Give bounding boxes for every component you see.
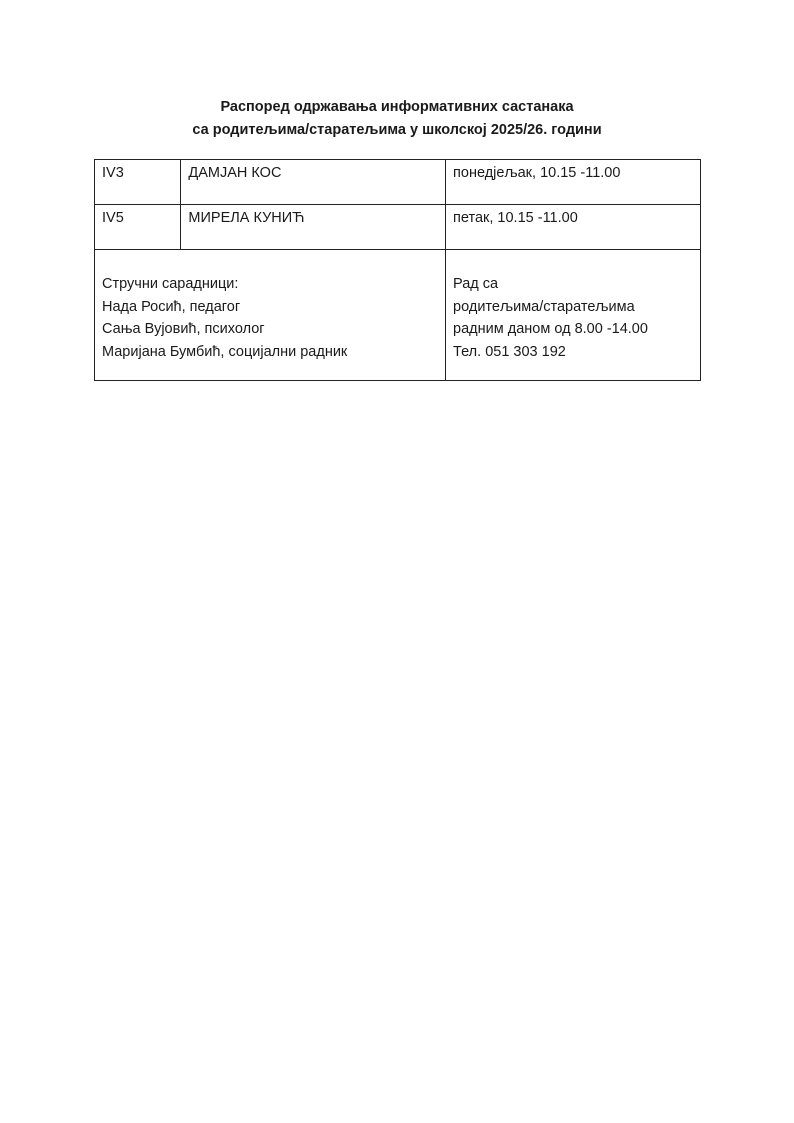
schedule-table xyxy=(94,159,701,381)
title-line-2: са родитељима/старатељима у школској 2025/26. години xyxy=(192,122,602,138)
teacher-cell: ДАМЈАН КОС xyxy=(181,160,446,205)
table-row xyxy=(95,205,701,250)
staff-member: Сања Вујовић, психолог xyxy=(102,321,265,337)
office-hours-line: Рад са xyxy=(453,276,499,292)
class-cell: IV3 xyxy=(95,160,181,205)
title-line-1: Распоред одржавања информативних састанака xyxy=(220,99,574,115)
time-cell: понедјељак, 10.15 -11.00 xyxy=(446,160,701,205)
class-cell: IV5 xyxy=(95,205,181,250)
time-cell: петак, 10.15 -11.00 xyxy=(446,205,701,250)
document-title xyxy=(94,96,700,142)
table-row xyxy=(95,160,701,205)
staff-heading: Стручни сарадници: xyxy=(102,276,239,292)
staff-cell xyxy=(95,250,446,381)
table-row xyxy=(95,250,701,381)
office-hours-line: радним даном од 8.00 -14.00 xyxy=(453,321,648,337)
office-hours-line: родитељима/старатељима xyxy=(453,298,635,315)
staff-member: Маријана Бумбић, социјални радник xyxy=(102,343,348,360)
staff-member: Нада Росић, педагог xyxy=(102,298,241,315)
phone-number: Тел. 051 303 192 xyxy=(453,343,566,360)
office-hours-cell xyxy=(446,250,701,381)
teacher-cell: МИРЕЛА КУНИЋ xyxy=(181,205,446,250)
